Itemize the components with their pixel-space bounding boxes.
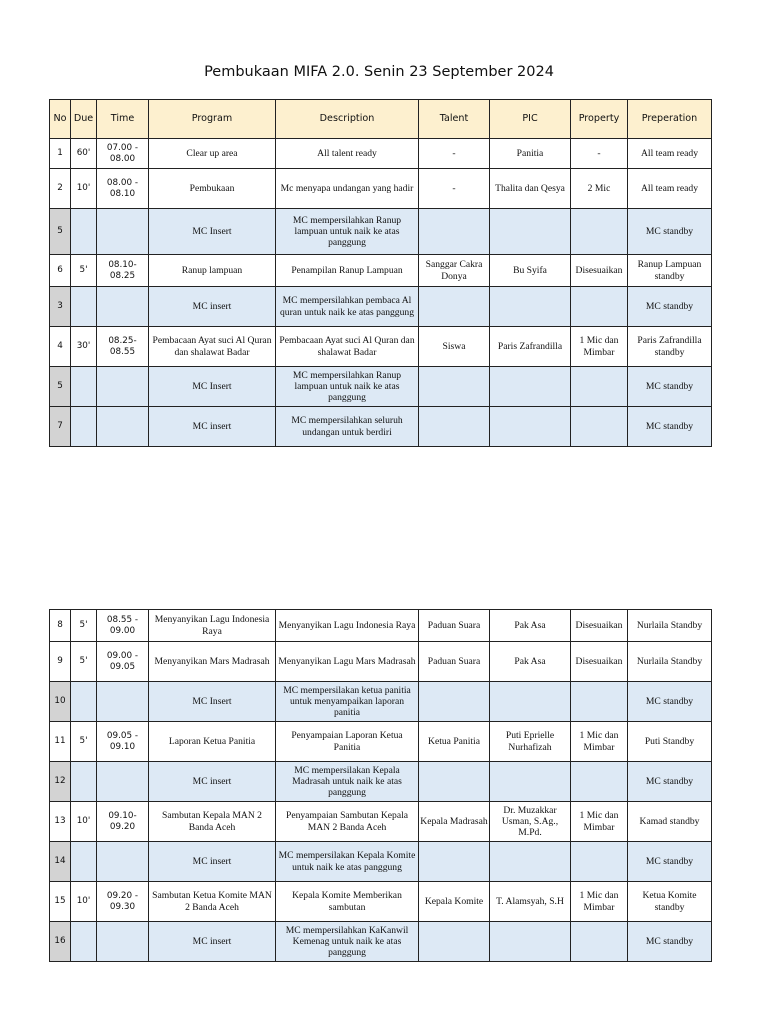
- table-row: [50, 802, 712, 842]
- cell-no: 11: [50, 722, 71, 762]
- cell-time: [97, 842, 149, 882]
- header-time: Time: [97, 100, 149, 139]
- cell-description: Mc menyapa undangan yang hadir: [276, 169, 419, 209]
- cell-preperation: MC standby: [628, 287, 712, 327]
- cell-property: [571, 209, 628, 255]
- cell-pic: Pak Asa: [490, 642, 571, 682]
- cell-no: 15: [50, 882, 71, 922]
- cell-description: MC mempersilahkan KaKanwil Kemenag untuk naik ke atas panggung: [276, 922, 419, 962]
- cell-pic: Puti Eprielle Nurhafizah: [490, 722, 571, 762]
- cell-talent: Siswa: [419, 327, 490, 367]
- cell-property: [571, 287, 628, 327]
- cell-property: [571, 842, 628, 882]
- cell-time: 08.55 - 09.00: [97, 610, 149, 642]
- header-property: Property: [571, 100, 628, 139]
- cell-no: 14: [50, 842, 71, 882]
- cell-program: MC Insert: [149, 682, 276, 722]
- cell-due: 10': [71, 169, 97, 209]
- cell-due: [71, 407, 97, 447]
- cell-pic: [490, 922, 571, 962]
- cell-no: 9: [50, 642, 71, 682]
- cell-description: MC mempersilahkan seluruh undangan untuk berdiri: [276, 407, 419, 447]
- cell-due: [71, 762, 97, 802]
- cell-pic: [490, 682, 571, 722]
- cell-preperation: Nurlaila Standby: [628, 642, 712, 682]
- cell-description: Penyampaian Laporan Ketua Panitia: [276, 722, 419, 762]
- mc-insert-row: [50, 922, 712, 962]
- header-pic: PIC: [490, 100, 571, 139]
- header-no: No: [50, 100, 71, 139]
- cell-time: 09.00 - 09.05: [97, 642, 149, 682]
- cell-pic: [490, 842, 571, 882]
- cell-program: MC Insert: [149, 367, 276, 407]
- cell-pic: [490, 367, 571, 407]
- cell-pic: Pak Asa: [490, 610, 571, 642]
- cell-pic: Panitia: [490, 139, 571, 169]
- cell-no: 7: [50, 407, 71, 447]
- cell-due: [71, 682, 97, 722]
- cell-due: 10': [71, 802, 97, 842]
- cell-description: MC mempersilakan ketua panitia untuk menyampaikan laporan panitia: [276, 682, 419, 722]
- cell-property: Disesuaikan: [571, 255, 628, 287]
- cell-property: Disesuaikan: [571, 642, 628, 682]
- cell-due: [71, 367, 97, 407]
- mc-insert-row: [50, 682, 712, 722]
- cell-property: 1 Mic dan Mimbar: [571, 722, 628, 762]
- cell-preperation: MC standby: [628, 682, 712, 722]
- table-header-row: [50, 100, 712, 139]
- cell-time: [97, 922, 149, 962]
- cell-description: Kepala Komite Memberikan sambutan: [276, 882, 419, 922]
- cell-time: [97, 367, 149, 407]
- cell-property: [571, 407, 628, 447]
- cell-talent: Kepala Komite: [419, 882, 490, 922]
- cell-no: 8: [50, 610, 71, 642]
- cell-due: [71, 842, 97, 882]
- cell-time: [97, 287, 149, 327]
- table-2-body: [50, 610, 712, 962]
- cell-program: MC insert: [149, 287, 276, 327]
- cell-description: Penampilan Ranup Lampuan: [276, 255, 419, 287]
- cell-description: MC mempersilahkan Ranup lampuan untuk naik ke atas panggung: [276, 209, 419, 255]
- cell-talent: [419, 842, 490, 882]
- cell-program: Sambutan Kepala MAN 2 Banda Aceh: [149, 802, 276, 842]
- cell-time: 08.10-08.25: [97, 255, 149, 287]
- cell-property: 1 Mic dan Mimbar: [571, 327, 628, 367]
- cell-due: [71, 209, 97, 255]
- cell-description: MC mempersilahkan Ranup lampuan untuk naik ke atas panggung: [276, 367, 419, 407]
- cell-pic: [490, 209, 571, 255]
- cell-program: Pembukaan: [149, 169, 276, 209]
- cell-no: 13: [50, 802, 71, 842]
- cell-property: Disesuaikan: [571, 610, 628, 642]
- cell-pic: Bu Syifa: [490, 255, 571, 287]
- header-preperation: Preperation: [628, 100, 712, 139]
- cell-pic: [490, 407, 571, 447]
- header-program: Program: [149, 100, 276, 139]
- mc-insert-row: [50, 407, 712, 447]
- cell-property: [571, 682, 628, 722]
- mc-insert-row: [50, 762, 712, 802]
- cell-property: [571, 922, 628, 962]
- cell-no: 12: [50, 762, 71, 802]
- cell-program: MC Insert: [149, 209, 276, 255]
- cell-pic: Paris Zafrandilla: [490, 327, 571, 367]
- cell-pic: Thalita dan Qesya: [490, 169, 571, 209]
- cell-talent: [419, 287, 490, 327]
- cell-no: 5: [50, 209, 71, 255]
- cell-time: 08.25-08.55: [97, 327, 149, 367]
- cell-no: 5: [50, 367, 71, 407]
- cell-talent: [419, 209, 490, 255]
- table-row: [50, 327, 712, 367]
- cell-time: [97, 407, 149, 447]
- cell-program: Ranup lampuan: [149, 255, 276, 287]
- cell-property: [571, 762, 628, 802]
- cell-talent: [419, 762, 490, 802]
- cell-description: Menyanyikan Lagu Mars Madrasah: [276, 642, 419, 682]
- cell-due: 30': [71, 327, 97, 367]
- cell-talent: Sanggar Cakra Donya: [419, 255, 490, 287]
- table-row: [50, 610, 712, 642]
- cell-property: -: [571, 139, 628, 169]
- cell-description: MC mempersilahkan pembaca Al quran untuk naik ke atas panggung: [276, 287, 419, 327]
- cell-property: 1 Mic dan Mimbar: [571, 802, 628, 842]
- cell-talent: [419, 407, 490, 447]
- cell-due: 5': [71, 642, 97, 682]
- cell-due: [71, 287, 97, 327]
- cell-program: MC insert: [149, 762, 276, 802]
- cell-time: [97, 209, 149, 255]
- cell-due: 5': [71, 255, 97, 287]
- cell-program: Laporan Ketua Panitia: [149, 722, 276, 762]
- cell-description: Pembacaan Ayat suci Al Quran dan shalawat Badar: [276, 327, 419, 367]
- cell-no: 2: [50, 169, 71, 209]
- cell-preperation: MC standby: [628, 762, 712, 802]
- cell-pic: T. Alamsyah, S.H: [490, 882, 571, 922]
- document-title: Pembukaan MIFA 2.0. Senin 23 September 2024: [204, 64, 554, 80]
- cell-program: Sambutan Ketua Komite MAN 2 Banda Aceh: [149, 882, 276, 922]
- cell-preperation: Puti Standby: [628, 722, 712, 762]
- table-row: [50, 139, 712, 169]
- cell-time: 09.20 - 09.30: [97, 882, 149, 922]
- cell-preperation: All team ready: [628, 169, 712, 209]
- cell-due: 60': [71, 139, 97, 169]
- table-row: [50, 642, 712, 682]
- cell-pic: Dr. Muzakkar Usman, S.Ag., M.Pd.: [490, 802, 571, 842]
- cell-time: 09.05 - 09.10: [97, 722, 149, 762]
- rundown-table-1: [49, 99, 712, 447]
- cell-preperation: MC standby: [628, 922, 712, 962]
- cell-description: Penyampaian Sambutan Kepala MAN 2 Banda Aceh: [276, 802, 419, 842]
- cell-due: 10': [71, 882, 97, 922]
- cell-property: 1 Mic dan Mimbar: [571, 882, 628, 922]
- cell-no: 4: [50, 327, 71, 367]
- table-row: [50, 255, 712, 287]
- cell-time: [97, 762, 149, 802]
- cell-preperation: MC standby: [628, 842, 712, 882]
- cell-program: MC insert: [149, 922, 276, 962]
- cell-due: 5': [71, 610, 97, 642]
- cell-no: 3: [50, 287, 71, 327]
- header-due: Due: [71, 100, 97, 139]
- cell-description: Menyanyikan Lagu Indonesia Raya: [276, 610, 419, 642]
- cell-talent: -: [419, 139, 490, 169]
- cell-talent: Paduan Suara: [419, 642, 490, 682]
- cell-no: 10: [50, 682, 71, 722]
- mc-insert-row: [50, 287, 712, 327]
- cell-talent: [419, 367, 490, 407]
- cell-talent: -: [419, 169, 490, 209]
- cell-no: 1: [50, 139, 71, 169]
- table-1-body: [50, 139, 712, 447]
- cell-program: MC insert: [149, 407, 276, 447]
- cell-talent: [419, 682, 490, 722]
- cell-time: 09.10-09.20: [97, 802, 149, 842]
- cell-description: MC mempersilakan Kepala Komite untuk naik ke atas panggung: [276, 842, 419, 882]
- cell-preperation: Nurlaila Standby: [628, 610, 712, 642]
- cell-no: 16: [50, 922, 71, 962]
- header-description: Description: [276, 100, 419, 139]
- cell-description: MC mempersilakan Kepala Madrasah untuk naik ke atas panggung: [276, 762, 419, 802]
- cell-time: 08.00 - 08.10: [97, 169, 149, 209]
- cell-preperation: Ketua Komite standby: [628, 882, 712, 922]
- cell-talent: Kepala Madrasah: [419, 802, 490, 842]
- cell-preperation: MC standby: [628, 407, 712, 447]
- cell-talent: Paduan Suara: [419, 610, 490, 642]
- cell-no: 6: [50, 255, 71, 287]
- header-talent: Talent: [419, 100, 490, 139]
- cell-description: All talent ready: [276, 139, 419, 169]
- cell-program: MC insert: [149, 842, 276, 882]
- cell-pic: [490, 287, 571, 327]
- cell-property: [571, 367, 628, 407]
- cell-program: Menyanyikan Lagu Indonesia Raya: [149, 610, 276, 642]
- table-row: [50, 169, 712, 209]
- cell-time: 07.00 - 08.00: [97, 139, 149, 169]
- cell-pic: [490, 762, 571, 802]
- cell-due: [71, 922, 97, 962]
- cell-preperation: Kamad standby: [628, 802, 712, 842]
- cell-preperation: Ranup Lampuan standby: [628, 255, 712, 287]
- cell-preperation: All team ready: [628, 139, 712, 169]
- cell-program: Menyanyikan Mars Madrasah: [149, 642, 276, 682]
- table-row: [50, 882, 712, 922]
- cell-property: 2 Mic: [571, 169, 628, 209]
- cell-preperation: MC standby: [628, 367, 712, 407]
- cell-due: 5': [71, 722, 97, 762]
- rundown-table-2: [49, 609, 712, 962]
- mc-insert-row: [50, 842, 712, 882]
- cell-program: Pembacaan Ayat suci Al Quran dan shalawat Badar: [149, 327, 276, 367]
- cell-preperation: Paris Zafrandilla standby: [628, 327, 712, 367]
- cell-time: [97, 682, 149, 722]
- cell-preperation: MC standby: [628, 209, 712, 255]
- cell-program: Clear up area: [149, 139, 276, 169]
- mc-insert-row: [50, 209, 712, 255]
- mc-insert-row: [50, 367, 712, 407]
- table-row: [50, 722, 712, 762]
- cell-talent: [419, 922, 490, 962]
- cell-talent: Ketua Panitia: [419, 722, 490, 762]
